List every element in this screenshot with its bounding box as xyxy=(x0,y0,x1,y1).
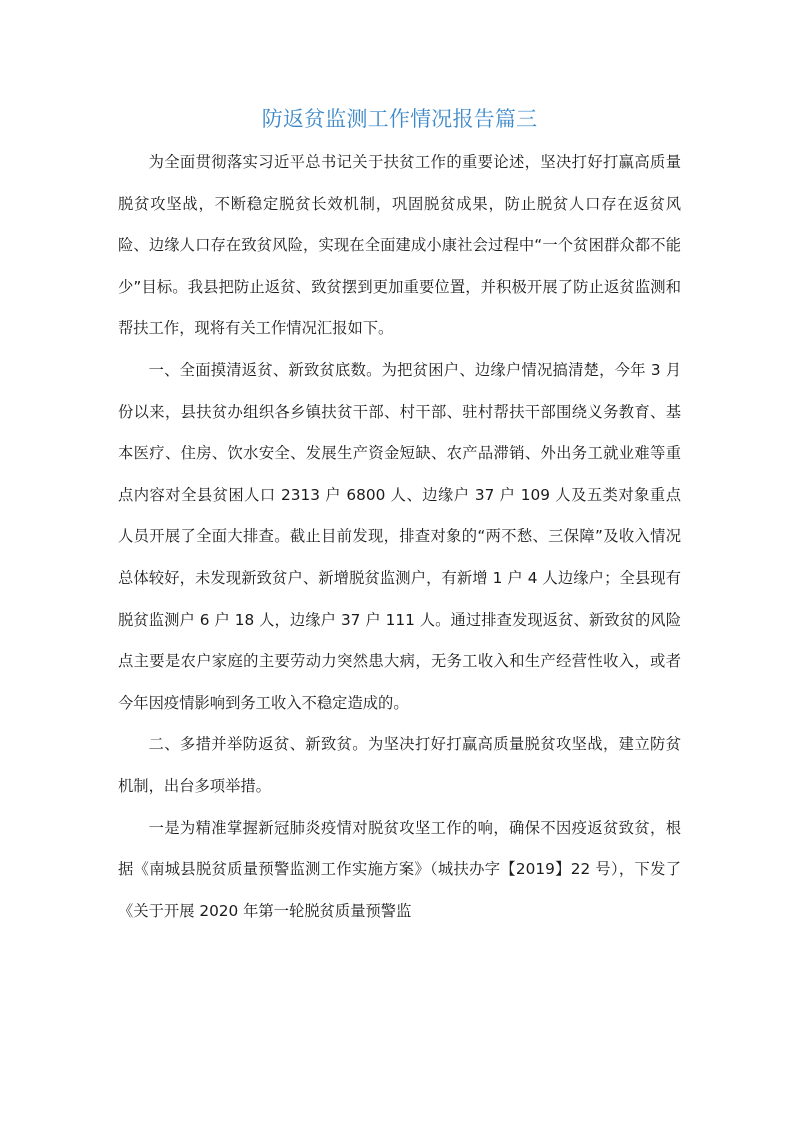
document-title: 防返贫监测工作情况报告篇三 xyxy=(261,107,538,131)
paragraph-section-two: 二、多措并举防返贫、新致贫。为坚决打好打赢高质量脱贫攻坚战，建立防贫机制，出台多项举措。 xyxy=(118,735,681,795)
document-body xyxy=(118,142,681,932)
paragraph-intro: 为全面贯彻落实习近平总书记关于扶贫工作的重要论述，坚决打好打赢高质量脱贫攻坚战，不断稳定脱贫长效机制，巩固脱贫成果，防止脱贫人口存在返贫风险、边缘人口存在致贫风险，实现在全面建成小康社会过程中“一个贫困群众都不能少”目标。我县把防止返贫、致贫摆到更加重要位置，并积极开展了防止返贫监测和帮扶工作，现将有关工作情况汇报如下。 xyxy=(118,153,681,338)
paragraph-measure-one: 一是为精准掌握新冠肺炎疫情对脱贫攻坚工作的响，确保不因疫返贫致贫，根据《南城县脱贫质量预警监测工作实施方案》（城扶办字【2019】22 号），下发了《关于开展 2020 年第一轮脱贫质量预警监 xyxy=(118,818,681,920)
paragraph-section-one: 一、全面摸清返贫、新致贫底数。为把贫困户、边缘户情况搞清楚，今年 3 月份以来，县扶贫办组织各乡镇扶贫干部、村干部、驻村帮扶干部围绕义务教育、基本医疗、住房、饮水安全、发展生产资金短缺、农产品滞销、外出务工就业难等重点内容对全县贫困人口 2313 户 6800 人、边缘户 37 户 109 人及五类对象重点人员开展了全面大排查。截止目前发现，排查对象的“两不愁、三保障”及收入情况总体较好，未发现新致贫户、新增脱贫监测户，有新增 1 户 4 人边缘户；全县现有脱贫监测户 6 户 18 人，边缘户 37 户 111 人。通过排查发现返贫、新致贫的风险点主要是农户家庭的主要劳动力突然患大病，无务工收入和生产经营性收入，或者今年因疫情影响到务工收入不稳定造成的。 xyxy=(118,360,681,712)
